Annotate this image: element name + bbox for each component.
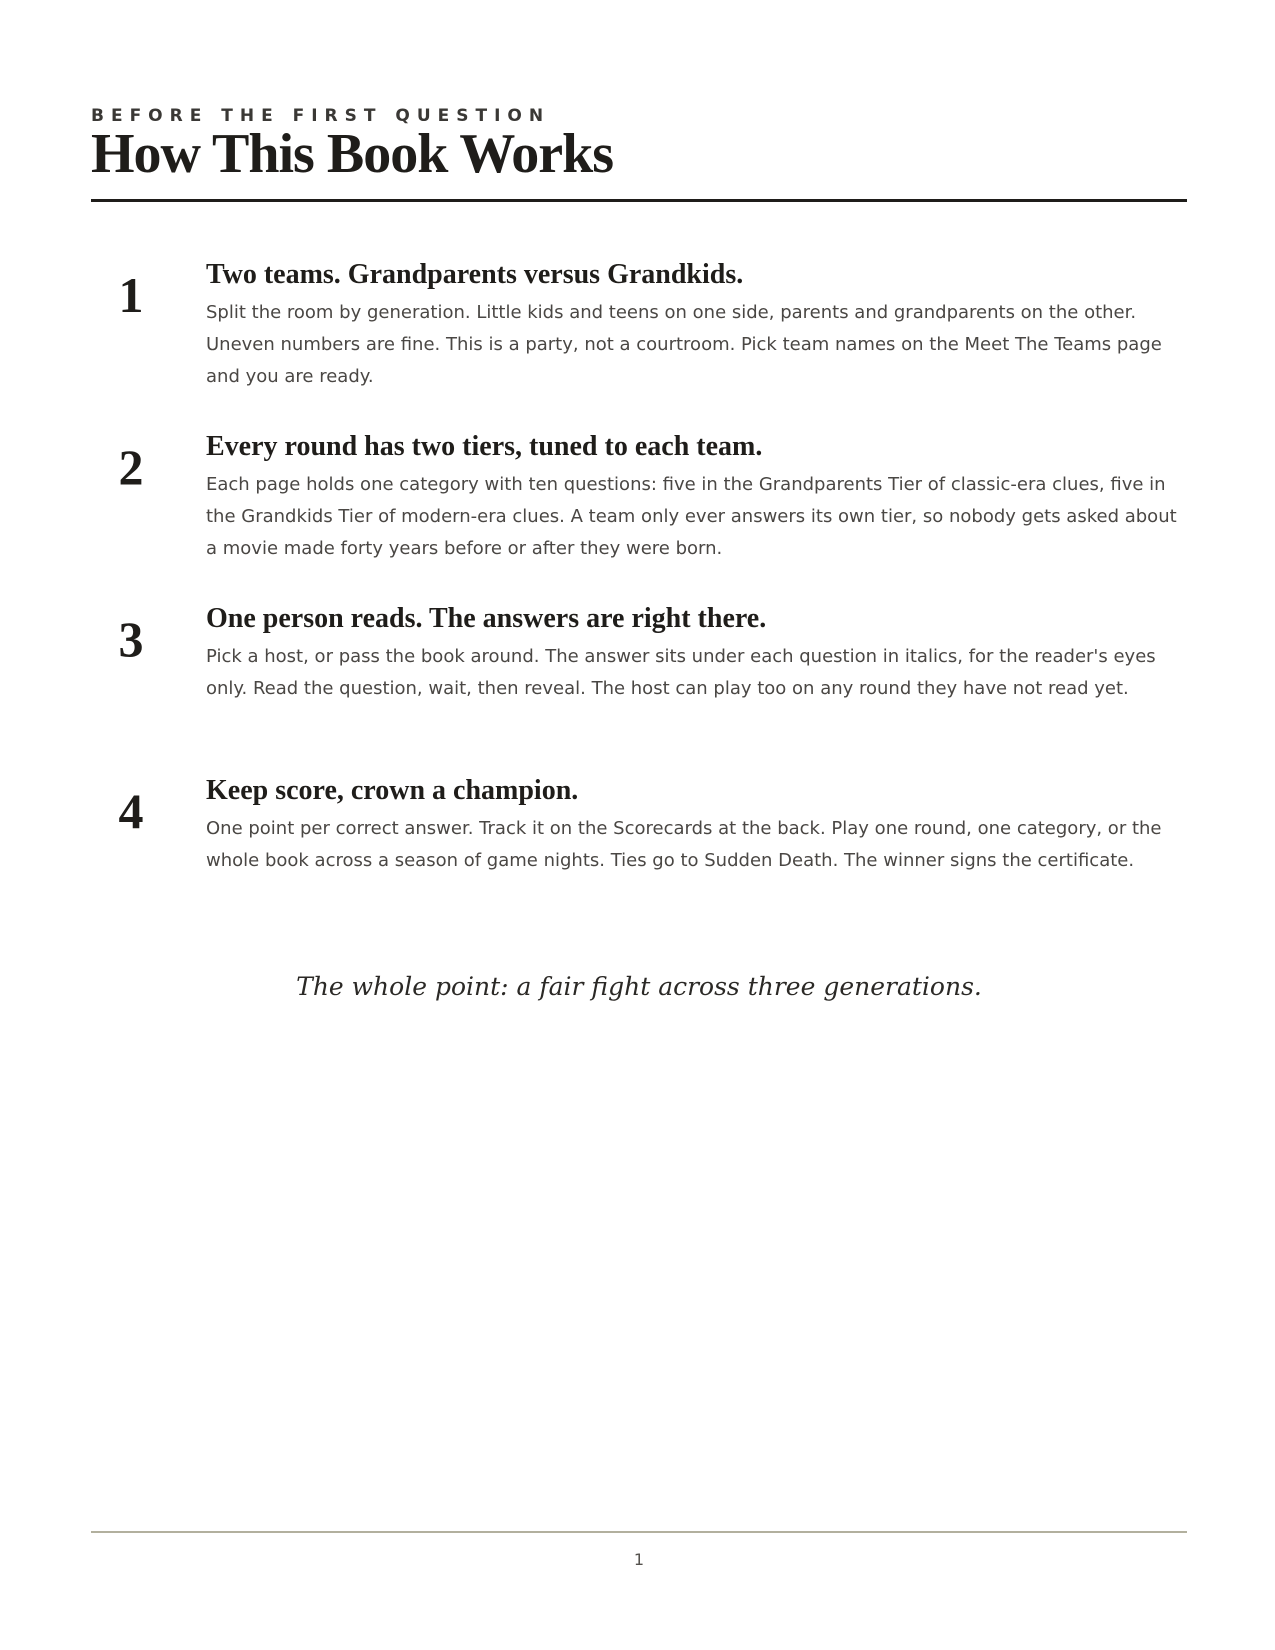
- step-number: 3: [118, 611, 144, 667]
- step-number: 2: [118, 439, 144, 495]
- step-heading: Two teams. Grandparents versus Grandkids.: [206, 259, 744, 290]
- closing-note: The whole point: a fair fight across three generations.: [296, 972, 982, 1001]
- step-body: [206, 601, 1187, 705]
- page-title: How This Book Works: [91, 123, 614, 185]
- step-body: [206, 429, 1187, 565]
- footer-divider: [91, 1531, 1187, 1533]
- page-number: 1: [633, 1550, 645, 1569]
- title-divider: [91, 199, 1187, 202]
- step-heading: Keep score, crown a champion.: [206, 775, 579, 806]
- section-eyebrow: BEFORE THE FIRST QUESTION: [91, 106, 551, 126]
- step-body: [206, 257, 1187, 393]
- step-number: 1: [118, 267, 144, 323]
- step-heading: Every round has two tiers, tuned to each team.: [206, 431, 763, 462]
- step-description: One point per correct answer. Track it on the Scorecards at the back. Play one round, one category, or the whole book across a season of game nights. Ties go to Sudden Death. The winner signs the certificate.: [206, 818, 1162, 871]
- step-description: Each page holds one category with ten questions: five in the Grandparents Tier of classic-era clues, five in the Grandkids Tier of modern-era clues. A team only ever answers its own tier, so nobody gets asked about a movie made forty years before or after they were born.: [206, 474, 1177, 559]
- step-description: Pick a host, or pass the book around. The answer sits under each question in italics, for the reader's eyes only. Read the question, wait, then reveal. The host can play too on any round they have not read yet.: [206, 646, 1156, 699]
- step-body: [206, 773, 1187, 877]
- book-page: [91, 0, 1187, 1650]
- step-description: Split the room by generation. Little kids and teens on one side, parents and grandparents on the other. Uneven numbers are fine. This is a party, not a courtroom. Pick team names on the Meet The Teams page and you are ready.: [206, 302, 1162, 387]
- step-number: 4: [118, 783, 144, 839]
- step-heading: One person reads. The answers are right there.: [206, 603, 767, 634]
